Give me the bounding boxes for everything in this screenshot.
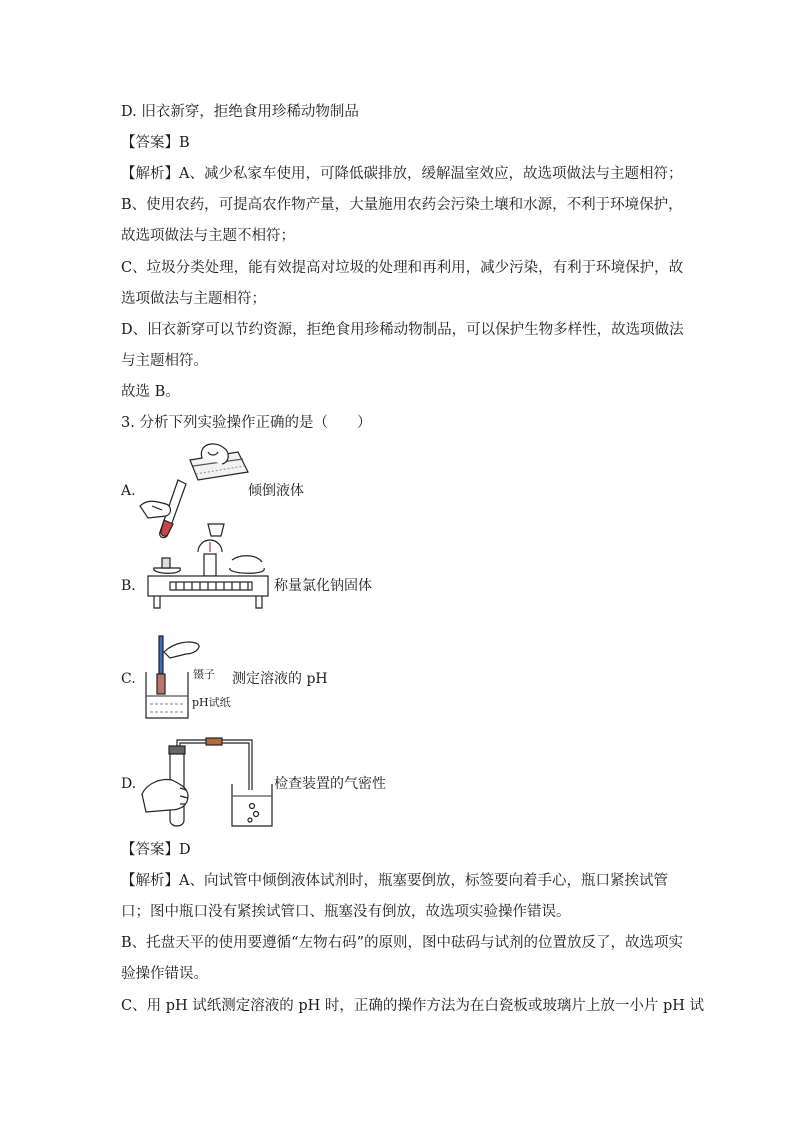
conclusion-line: 故选 B。 (121, 384, 180, 400)
pouring-liquid-figure (138, 440, 258, 540)
option-b-letter: B. (121, 578, 136, 594)
option-d-letter: D. (121, 776, 137, 792)
analysis-line: 【解析】A、向试管中倾倒液体试剂时，瓶塞要倒放，标签要向着手心，瓶口紧挨试管 (121, 873, 668, 889)
analysis-line: C、垃圾分类处理，能有效提高对垃圾的处理和再利用，减少污染，有利于环境保护，故 (121, 260, 684, 276)
option-d-caption: 检查装置的气密性 (274, 776, 386, 792)
analysis-line: 选项做法与主题相符； (121, 291, 266, 307)
analysis-line: 【解析】A、减少私家车使用，可降低碳排放，缓解温室效应，故选项做法与主题相符； (121, 166, 683, 182)
option-d-text: D. 旧衣新穿，拒绝食用珍稀动物制品 (121, 104, 359, 120)
analysis-line: B、托盘天平的使用要遵循“左物右码”的原则，图中砝码与试剂的位置放反了，故选项实 (121, 935, 683, 951)
option-a-caption: 倾倒液体 (248, 483, 304, 499)
airtightness-figure (140, 732, 275, 830)
analysis-line: 与主题相符。 (121, 353, 208, 369)
answer-label: 【答案】B (121, 135, 190, 151)
question-3: 3. 分析下列实验操作正确的是（ ） (121, 415, 372, 431)
analysis-line: 口；图中瓶口没有紧挨试管口、瓶塞没有倒放，故选项实验操作错误。 (121, 904, 571, 920)
answer-label: 【答案】D (121, 842, 191, 858)
option-c-letter: C. (121, 671, 136, 687)
analysis-line: B、使用农药，可提高农作物产量，大量施用农药会污染土壤和水源，不利于环境保护， (121, 197, 683, 213)
analysis-line: D、旧衣新穿可以节约资源，拒绝食用珍稀动物制品，可以保护生物多样性，故选项做法 (121, 322, 684, 338)
option-b-caption: 称量氯化钠固体 (274, 578, 372, 594)
option-a-letter: A. (121, 483, 136, 499)
tweezers-label: 镊子 (193, 668, 215, 681)
analysis-line: 故选项做法与主题不相符； (121, 228, 295, 244)
option-c-caption: 测定溶液的 pH (232, 671, 328, 687)
analysis-line: 验操作错误。 (121, 966, 208, 982)
ph-paper-label: pH试纸 (192, 696, 231, 709)
analysis-line: C、用 pH 试纸测定溶液的 pH 时，正确的操作方法为在白瓷板或玻璃片上放一小片 pH 试 (121, 998, 705, 1014)
balance-figure (140, 538, 275, 614)
